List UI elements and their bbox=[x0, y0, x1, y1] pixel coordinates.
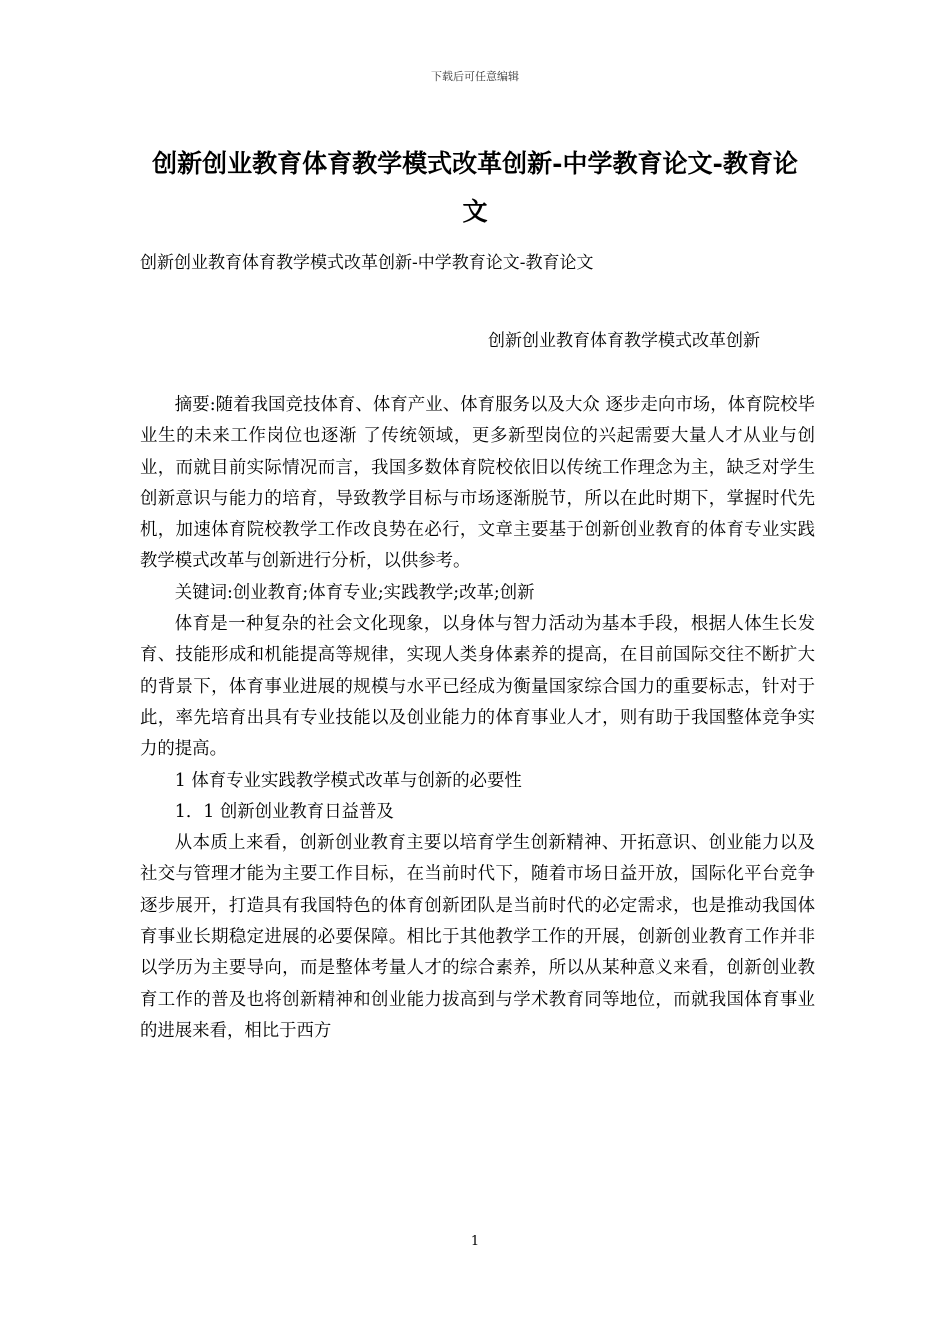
document-body bbox=[140, 390, 815, 1047]
keywords-paragraph: 关键词:创业教育;体育专业;实践教学;改革;创新 bbox=[174, 582, 535, 603]
body-paragraph: 从本质上来看，创新创业教育主要以培育学生创新精神、开拓意识、创业能力以及社交与管理才能为主要工作目标，在当前时代下，随着市场日益开放，国际化平台竞争逐步展开，打造具有我国特色的体育创新团队是当前时代的必定需求，也是推动我国体育事业长期稳定进展的必要保障。相比于其他教学工作的开展，创新创业教育工作并非以学历为主要导向，而是整体考量人才的综合素养，所以从某种意义来看，创新创业教育工作的普及也将创新精神和创业能力拔高到与学术教育同等地位，而就我国体育事业的进展来看，相比于西方 bbox=[140, 833, 815, 1041]
page-number: 1 bbox=[470, 1234, 480, 1249]
section-heading: 1 体育专业实践教学模式改革与创新的必要性 bbox=[174, 770, 522, 791]
header-note: 下载后可任意编辑 bbox=[431, 70, 519, 83]
body-paragraph: 体育是一种复杂的社会文化现象，以身体与智力活动为基本手段，根据人体生长发育、技能形成和机能提高等规律，实现人类身体素养的提高，在目前国际交往不断扩大的背景下，体育事业进展的规模与水平已经成为衡量国家综合国力的重要标志，针对于此，率先培育出具有专业技能以及创业能力的体育事业人才，则有助于我国整体竞争实力的提高。 bbox=[140, 614, 815, 760]
document-title: 创新创业教育体育教学模式改革创新-中学教育论文-教育论文 bbox=[152, 149, 798, 226]
subsection-heading: 1．1 创新创业教育日益普及 bbox=[174, 801, 394, 822]
abstract-paragraph: 摘要:随着我国竞技体育、体育产业、体育服务以及大众 逐步走向市场，体育院校毕业生的未来工作岗位也逐渐 了传统领域，更多新型岗位的兴起需要大量人才从业与创业，而就目前实际情况而言，我国多数体育院校依旧以传统工作理念为主，缺乏对学生创新意识与能力的培育，导致教学目标与市场逐渐脱节，所以在此时期下，掌握时代先机，加速体育院校教学工作改良势在必行，文章主要基于创新创业教育的体育专业实践教学模式改革与创新进行分析，以供参考。 bbox=[140, 395, 815, 572]
document-byline: 创新创业教育体育教学模式改革创新 bbox=[488, 331, 760, 351]
document-subtitle: 创新创业教育体育教学模式改革创新-中学教育论文-教育论文 bbox=[140, 253, 594, 273]
